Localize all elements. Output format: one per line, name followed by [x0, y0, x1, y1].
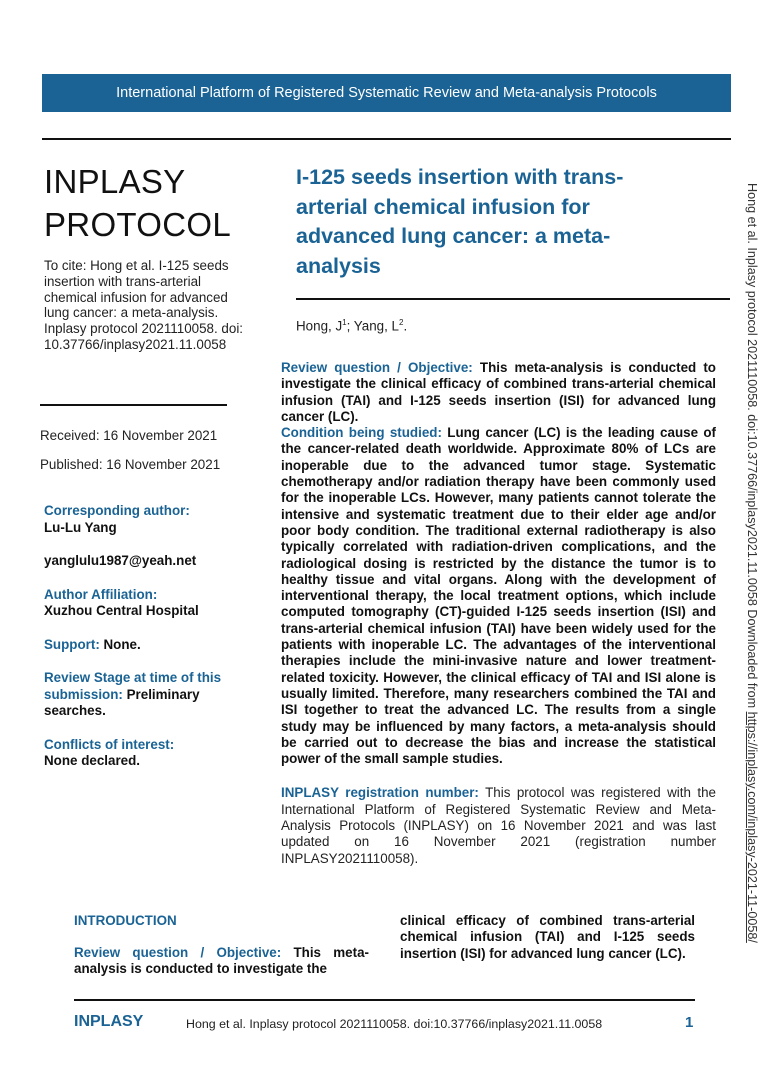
footer-citation: Hong et al. Inplasy protocol 2021110058. doi:10.37766/inplasy2021.11.0058	[186, 1017, 603, 1031]
brand-line-1: INPLASY	[44, 163, 186, 200]
author-1: Hong, J	[296, 318, 343, 334]
review-stage	[44, 670, 254, 720]
condition-text: Lung cancer (LC) is the leading cause of the cancer-related death worldwide. Approximate 80% of LCs are inoperable due to the advanced tumor stage. Systematic chemotherapy and/or radiation therapy have been commonly used for the inoperable LCs. However, many patients cannot tolerate the intensive and systematic treatment due to their elder age and/or poor body condition. The traditional external radiotherapy is also typically correlated with radiation-driven complications, and the radiological dosing is restricted by the distance the tumor is to healthy tissue and vital organs. Along with the development of interventional therapy, the local treatment options, which include computed tomography (CT)-guided I-125 seeds insertion (ISI) and trans-arterial chemical infusion (TAI) have been widely used for the patients with inoperable LC. The advantages of the interventional therapies include the mini-invasive nature and lower treatment-related toxicity. However, the clinical efficacy of TAI and ISI alone is usually limited. Therefore, many researchers combined the TAI and ISI together to treat the advanced LC. The results from a single study may be influenced by many factors, a meta-analysis should be carried out to decrease the bias and increase the statistical power of the small sample studies.	[281, 425, 716, 767]
brand-heading	[44, 160, 231, 246]
author-affiliation	[44, 587, 254, 620]
brand-line-2: PROTOCOL	[44, 206, 231, 243]
intro-column-1	[74, 945, 369, 978]
affiliation-value: Xuzhou Central Hospital	[44, 603, 199, 618]
page-number: 1	[685, 1014, 694, 1031]
intro-col1-text: This meta-analysis is conducted to investigate the	[74, 945, 369, 977]
condition-para	[281, 425, 716, 767]
corresponding-label: Corresponding author:	[44, 503, 190, 518]
conflicts-value: None declared.	[44, 753, 140, 768]
metadata-block	[44, 503, 254, 787]
introduction-heading: INTRODUCTION	[74, 913, 177, 928]
published-date: Published: 16 November 2021	[40, 457, 221, 472]
intro-rq-label: Review question / Objective:	[74, 945, 282, 960]
dates-block	[40, 428, 220, 486]
condition-label: Condition being studied:	[281, 425, 442, 441]
top-divider	[42, 138, 731, 140]
paper-title: I-125 seeds insertion with trans-arterial chemical infusion for advanced lung cancer: a meta-analysis	[296, 165, 624, 278]
review-question-para	[281, 360, 716, 425]
registration-para	[281, 785, 716, 866]
download-sidebar	[745, 183, 759, 943]
support	[44, 637, 254, 654]
intro-column-2: clinical efficacy of combined trans-arterial chemical infusion (TAI) and I-125 seeds insertion (ISI) for advanced lung cancer (LC).	[400, 913, 695, 961]
corresponding-value: Lu-Lu Yang	[44, 519, 117, 535]
review-question-label: Review question / Objective:	[281, 360, 473, 375]
support-value: None.	[103, 636, 141, 652]
author-list-end: .	[403, 318, 408, 334]
registration-label: INPLASY registration number:	[281, 785, 479, 801]
abstract-body	[281, 360, 716, 867]
sidebar-text: Hong et al. Inplasy protocol 2021110058. doi:10.37766/inplasy2021.11.0058 Downloaded from	[745, 183, 759, 712]
left-divider	[40, 404, 227, 406]
title-divider	[296, 298, 730, 300]
author-2-affil: 2	[398, 318, 404, 327]
citation-text: To cite: Hong et al. I-125 seeds insertion with trans-arterial chemical infusion for advanced lung cancer: a meta-analysis. Inplasy protocol 2021110058. doi: 10.37766/inplasy2021.11.0058	[44, 258, 244, 352]
affiliation-label: Author Affiliation:	[44, 586, 158, 602]
author-email[interactable]: yanglulu1987@yeah.net	[44, 553, 197, 568]
corresponding-author	[44, 503, 254, 536]
conflicts	[44, 737, 254, 770]
footer-brand: INPLASY	[74, 1013, 144, 1030]
received-date: Received: 16 November 2021	[40, 428, 218, 443]
footer-divider	[74, 999, 695, 1001]
journal-banner: International Platform of Registered Systematic Review and Meta-analysis Protocols	[42, 74, 731, 112]
review-question-text: This meta-analysis is conducted to investigate the clinical efficacy of combined trans-arterial chemical infusion (TAI) and I-125 seeds insertion (ISI) for advanced lung cancer (LC).	[281, 360, 716, 424]
conflicts-label: Conflicts of interest:	[44, 736, 175, 752]
stage-label: Review Stage at time of this submission:	[44, 670, 222, 702]
stage-value: Preliminary searches.	[44, 686, 200, 718]
author-2: ; Yang, L	[346, 318, 399, 334]
sidebar-link[interactable]: https://inplasy.com/inplasy-2021-11-0058/	[745, 711, 759, 943]
support-label: Support:	[44, 636, 100, 652]
author-1-affil: 1	[342, 318, 347, 327]
registration-text: This protocol was registered with the International Platform of Registered Systematic Review and Meta-Analysis Protocols (INPLASY) on 16 November 2021 and was last updated on 16 November 2021 (registration number INPLASY2021110058).	[281, 785, 716, 866]
author-list	[296, 318, 407, 333]
